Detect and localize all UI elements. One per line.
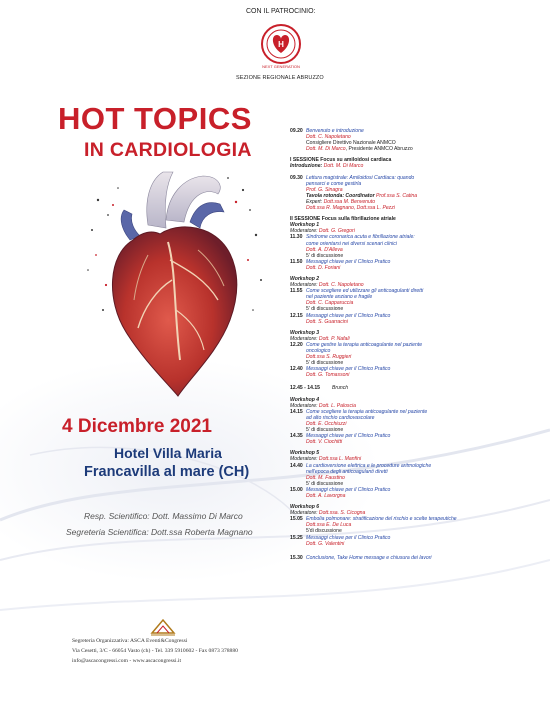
item-speaker: Dott. G. Tomassoni	[306, 372, 350, 379]
item-content	[306, 463, 546, 487]
scientific-secretariat-name: Magnano	[217, 527, 253, 537]
svg-text:NEXT GENERATION: NEXT GENERATION	[262, 64, 300, 69]
item-speaker: Dott.ssa S. Ruggieri	[306, 354, 352, 361]
item-title: La cardioversione elettrica e le procedure aritmologiche	[306, 462, 432, 469]
workshop-title: Workshop 6	[290, 504, 320, 511]
moderator-name: Dott. P. Nafali	[318, 335, 350, 342]
intro-speaker: Dott. M. Di Marco	[323, 163, 364, 170]
workshop-block	[290, 222, 546, 276]
item-time: 14.40	[290, 462, 303, 469]
item-time: 12.15	[290, 312, 303, 319]
item-speaker: Dott. V. Ciochitti	[306, 439, 343, 446]
item-title: come orientarsi nei diversi scenari clinici	[306, 240, 397, 247]
item-title: Messaggi chiave per il Clinico Pratico	[306, 258, 391, 265]
item-speaker: Dott. S. Guarracini	[306, 318, 348, 325]
patronage-label: CON IL PATROCINIO:	[246, 8, 316, 15]
item-time: 14.15	[290, 408, 303, 415]
program-item	[290, 487, 546, 499]
workshops-morning	[290, 222, 546, 383]
organizer-contacts: info@ascacongressi.com - www.ascacongressi.it	[72, 658, 182, 664]
scientific-lead-label: Resp. Scientifico: Dott. Massimo	[84, 511, 207, 521]
item-time: 09.30	[290, 174, 303, 181]
item-time: 11.55	[290, 288, 303, 295]
item-discussion: 5' di discussione	[306, 427, 344, 434]
moderator-label: Moderatore:	[290, 456, 319, 463]
item-title: Come scegliere la terapia anticoagulante nel paziente	[306, 408, 428, 415]
workshop-block	[290, 504, 546, 552]
program-item-closing	[290, 555, 546, 561]
organizer-address: Via Cesetti, 3/C - 66054 Vasto (ch) - Tel. 339 5910602 - Fax 0873 378880	[72, 648, 238, 654]
program-item	[290, 259, 546, 271]
item-content	[306, 259, 546, 271]
program-item	[290, 342, 546, 366]
item-title: Conclusione, Take Home message e chiusura dei lavori	[306, 554, 432, 561]
item-title: Come gestire la terapia anticoagulante nel paziente	[306, 341, 423, 348]
item-title: Messaggi chiave per il Clinico Pratico	[306, 534, 391, 541]
item-speaker: Dott. A. Lavorgna	[306, 492, 346, 499]
event-city: Francavilla al mare (CH)	[84, 464, 250, 480]
regional-section-label: SEZIONE REGIONALE ABRUZZO	[236, 75, 324, 81]
item-content	[306, 366, 546, 378]
program-item	[290, 433, 546, 445]
workshops-afternoon	[290, 397, 546, 552]
item-speaker: Dott. A. D'Alleva	[306, 246, 343, 253]
item-speaker: Dott. C. Capparuccia	[306, 300, 354, 307]
moderator-label: Moderatore:	[290, 282, 319, 289]
roundtable-label: Tavola rotonda: Coordinator	[306, 192, 376, 199]
item-title: nel paziente anziano e fragile	[306, 294, 373, 301]
item-speaker: Dott. C. Napoletano	[306, 134, 351, 141]
workshop-title: Workshop 5	[290, 450, 320, 457]
item-content	[306, 409, 546, 433]
item-content	[306, 516, 546, 534]
workshop-block	[290, 397, 546, 451]
item-speaker: Prof. G. Sinagra	[306, 186, 343, 193]
item-content	[306, 234, 546, 258]
item-title: nell'epoca degli anticoagulanti diretti	[306, 468, 388, 475]
item-discussion: 5' di discussione	[306, 480, 344, 487]
moderator-name: Dott. L. Paloscia	[318, 402, 356, 409]
item-speaker: Dott. M. Faustino	[306, 474, 345, 481]
asca-logo-icon	[150, 617, 176, 637]
item-speaker: Dott. E. Occhiuzzi	[306, 420, 347, 427]
session-2-header: II SESSIONE Focus sulla fibrillazione atriale	[290, 216, 396, 223]
item-role: , Presidente ANMCO Abruzzo	[345, 146, 413, 153]
item-speaker: Dott.ssa E. De Luca	[306, 522, 352, 529]
item-discussion: 5' di discussione	[306, 306, 344, 313]
moderator-name: Dott.ssa L. Manfini	[318, 456, 362, 463]
workshop-title: Workshop 3	[290, 329, 320, 336]
item-time: 11.50	[290, 258, 303, 265]
program-item-lecture	[290, 175, 546, 212]
anmco-logo-icon	[258, 20, 304, 72]
scientific-secretariat	[66, 527, 253, 537]
organizer-line: Segreteria Organizzativa: ASCA Eventi&Congressi	[72, 638, 188, 644]
item-time: 12.45 - 14.15	[290, 385, 321, 392]
item-content	[306, 288, 546, 312]
program-item-opening	[290, 128, 546, 152]
item-time: 12.20	[290, 341, 303, 348]
program-item	[290, 366, 546, 378]
scientific-secretariat-label: Segreteria Scientifica: Dott.ssa Roberta	[66, 527, 215, 537]
program-item	[290, 409, 546, 433]
svg-text:H: H	[278, 40, 284, 49]
moderator-label: Moderatore:	[290, 510, 319, 517]
item-role: Consigliere Direttivo Nazionale ANMCO	[306, 140, 396, 147]
item-speaker: Dott. G. Valentini	[306, 540, 345, 547]
item-title: Lettura magistrale: Amiloidosi Cardiaca: quando	[306, 174, 415, 181]
moderator-label: Moderatore:	[290, 228, 319, 235]
item-time: 15.05	[290, 516, 303, 523]
item-title: Come scegliere ed utilizzare gli anticoagulanti diretti	[306, 288, 424, 295]
item-title: Messaggi chiave per il Clinico Pratico	[306, 312, 391, 319]
expert-speaker: Dott.ssa M. Benvenuto	[323, 198, 376, 205]
program-item	[290, 516, 546, 534]
program-item	[290, 535, 546, 547]
scientific-lead-name: Di Marco	[208, 511, 243, 521]
item-time: 11.30	[290, 234, 303, 241]
item-content	[306, 433, 546, 445]
item-content	[306, 487, 546, 499]
program-item	[290, 463, 546, 487]
expert-label: Expert:	[306, 198, 324, 205]
item-time: 15.00	[290, 486, 303, 493]
session-1-header: I SESSIONE Focus su amiloidosi cardiaca	[290, 157, 392, 164]
item-content	[306, 535, 546, 547]
workshop-block	[290, 330, 546, 384]
item-discussion: 5' di discussione	[306, 252, 344, 259]
event-date: 4 Dicembre 2021	[62, 416, 212, 437]
moderator-label: Moderatore:	[290, 335, 319, 342]
item-time: 14.35	[290, 433, 303, 440]
program-item	[290, 313, 546, 325]
item-speaker: Dott. M. Di Marco	[306, 146, 346, 153]
moderator-name: Dott. C. Napoletano	[318, 282, 364, 289]
roundtable-coordinator: Prof.ssa S. Catina	[376, 192, 418, 199]
program-item	[290, 234, 546, 258]
expert-speakers: Dott.ssa R. Magnano, Dott.ssa L. Pezzi	[306, 205, 395, 212]
workshop-block	[290, 450, 546, 504]
event-venue: Hotel Villa Maria	[114, 445, 222, 461]
workshop-block	[290, 276, 546, 330]
item-title: Brunch	[332, 385, 349, 392]
program-item	[290, 288, 546, 312]
item-title: ad alto rischio cardiovascolare	[306, 414, 375, 421]
moderator-name: Dott. G. Gregori	[318, 228, 355, 235]
workshop-title: Workshop 1	[290, 222, 320, 229]
item-title: Sindrome coronarica acuta e fibrillazione atriale:	[306, 234, 415, 241]
item-title: oncologico	[306, 348, 331, 354]
item-time: 09.20	[290, 128, 303, 134]
item-speaker: Dott. D. Foriani	[306, 264, 341, 271]
item-discussion: 5'di discussione	[306, 528, 342, 535]
item-title-cont: pensarci e come gestirla	[306, 180, 362, 187]
title-hot-topics: HOT TOPICS	[58, 101, 252, 136]
workshop-title: Workshop 2	[290, 275, 320, 282]
moderator-label: Moderatore:	[290, 402, 319, 409]
item-content	[306, 342, 546, 366]
item-title: Benvenuto e introduzione	[306, 128, 364, 134]
item-time: 12.40	[290, 366, 303, 373]
item-time: 15.30	[290, 554, 303, 561]
item-content	[306, 313, 546, 325]
intro-label: Introduzione:	[290, 163, 324, 170]
item-title: Messaggi chiave per il Clinico Pratico	[306, 433, 391, 440]
item-time: 15.25	[290, 534, 303, 541]
title-cardiologia: IN CARDIOLOGIA	[84, 139, 252, 161]
workshop-title: Workshop 4	[290, 396, 320, 403]
item-title: Messaggi chiave per il Clinico Pratico	[306, 486, 391, 493]
program-column	[290, 128, 546, 561]
item-title: Embolia polmonare: stratificazione del rischio e scelte terapeutiche	[306, 516, 457, 523]
moderator-name: Dott.ssa. S. Cicogna	[318, 510, 366, 517]
anatomical-heart-illustration	[78, 160, 268, 405]
scientific-lead	[84, 511, 243, 521]
item-title: Messaggi chiave per il Clinico Pratico	[306, 366, 391, 373]
item-discussion: 5' di discussione	[306, 360, 344, 367]
